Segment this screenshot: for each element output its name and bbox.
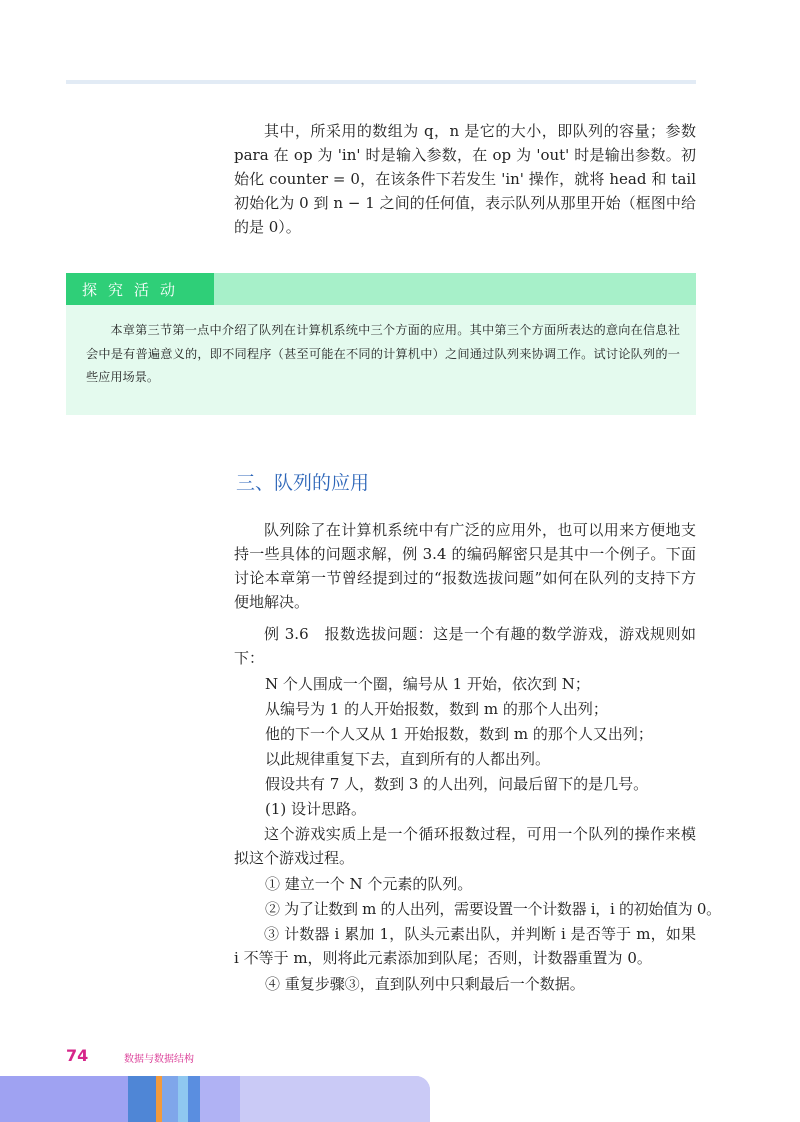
step-item: ② 为了让数到 m 的人出列，需要设置一个计数器 i，i 的初始值为 0。: [265, 900, 721, 918]
rule-line: N 个人围成一个圈，编号从 1 开始，依次到 N；: [265, 675, 590, 693]
footer-band-segment: [188, 1076, 200, 1122]
rule-line: 以此规律重复下去，直到所有的人都出列。: [265, 750, 551, 768]
activity-box-title: 探究活动: [82, 281, 187, 299]
step-item: ① 建立一个 N 个元素的队列。: [265, 875, 473, 893]
footer-band-segment: [162, 1076, 178, 1122]
step-item: ④ 重复步骤③，直到队列中只剩最后一个数据。: [265, 975, 585, 993]
step-item: ③ 计数器 i 累加 1，队头元素出队，并判断 i 是否等于 m，如果 i 不等于 m，则将此元素添加到队尾；否则，计数器重置为 0。: [234, 925, 696, 967]
header-rule: [66, 80, 696, 84]
book-title: 数据与数据结构: [124, 1054, 194, 1065]
rule-line: 他的下一个人又从 1 开始报数，数到 m 的那个人又出列；: [265, 725, 653, 743]
section-title: 三、队列的应用: [236, 472, 370, 494]
activity-box-body: [66, 305, 696, 415]
footer-band-segment: [178, 1076, 188, 1122]
activity-box-text: 本章第三节第一点中介绍了队列在计算机系统中三个方面的应用。其中第三个方面所表达的意向在信息社会中是有普遍意义的，即不同程序（甚至可能在不同的计算机中）之间通过队列来协调工作。试讨论队列的一些应用场景。: [86, 323, 680, 384]
footer-color-band: [0, 1076, 430, 1122]
activity-box-header: [66, 273, 696, 305]
intro-paragraph: 其中，所采用的数组为 q，n 是它的大小，即队列的容量；参数 para 在 op 为 'in' 时是输入参数，在 op 为 'out' 时是输出参数。初始化 counter = 0，在该条件下若发生 'in' 操作，就将 head 和 tail 初始化为 0 到 n − 1 之间的任何值，表示队列从那里开始（框图中给的是 0）。: [234, 122, 696, 236]
footer-band-segment: [128, 1076, 156, 1122]
example-paragraph: 例 3.6 报数选拔问题：这是一个有趣的数学游戏，游戏规则如下：: [234, 625, 696, 667]
footer-band-segment: [240, 1076, 430, 1122]
rule-line: 从编号为 1 的人开始报数，数到 m 的那个人出列；: [265, 700, 608, 718]
activity-box-tab: [66, 273, 214, 305]
page-number: 74: [66, 1046, 89, 1065]
rule-line: 假设共有 7 人，数到 3 的人出列，问最后留下的是几号。: [265, 775, 649, 793]
footer-band-segment: [0, 1076, 128, 1122]
design-paragraph: 这个游戏实质上是一个循环报数过程，可用一个队列的操作来模拟这个游戏过程。: [234, 825, 696, 867]
section-paragraph: 队列除了在计算机系统中有广泛的应用外，也可以用来方便地支持一些具体的问题求解，例 3.4 的编码解密只是其中一个例子。下面讨论本章第一节曾经提到过的“报数选拔问题”如何在队列的支持下方便地解决。: [234, 521, 696, 611]
step-heading: (1) 设计思路。: [265, 800, 367, 818]
footer-band-segment: [200, 1076, 240, 1122]
